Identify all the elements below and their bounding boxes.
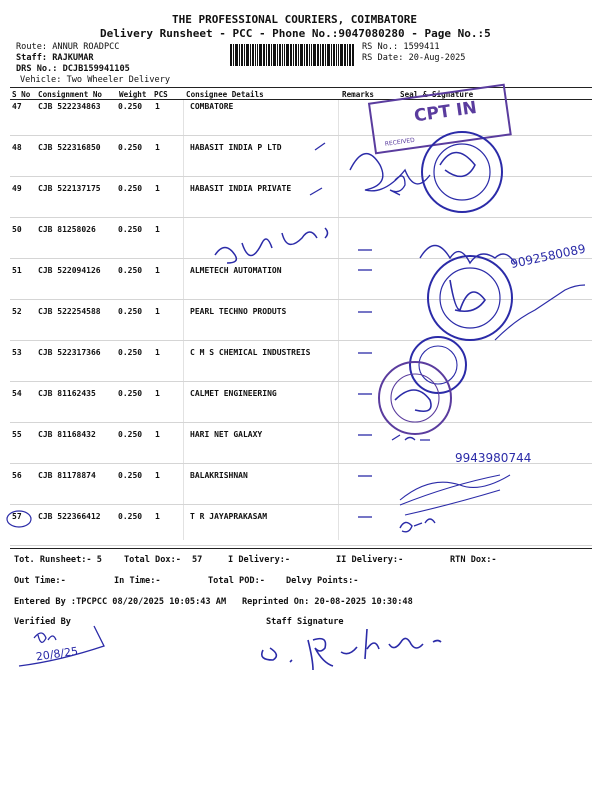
barcode	[230, 44, 354, 66]
signature-row-55	[392, 435, 430, 440]
runsheet-subtitle: Delivery Runsheet - PCC - Phone No.:9047080280 - Page No.:5	[100, 27, 491, 40]
cell-sno: 52	[12, 307, 22, 316]
cell-sno: 54	[12, 389, 22, 398]
i-delivery: I Delivery:-	[228, 555, 291, 565]
staff-signature-label: Staff Signature	[266, 617, 344, 627]
cell-weight: 0.250	[118, 348, 143, 357]
vehicle: Vehicle: Two Wheeler Delivery	[20, 75, 171, 85]
col-consignment: Consignment No	[38, 90, 103, 99]
cell-sno: 48	[12, 143, 22, 152]
signature-row-56	[400, 475, 510, 515]
verified-signature	[14, 618, 114, 673]
entered-by: Entered By :TPCPCC 08/20/2025 10:05:43 AM	[14, 597, 227, 607]
cell-consignment-no: CJB 522137175	[38, 184, 101, 193]
cell-consignee: COMBATORE	[190, 102, 234, 111]
cell-sno: 57	[12, 512, 22, 521]
cell-consignee: ALMETECH AUTOMATION	[190, 266, 282, 275]
cell-pcs: 1	[155, 102, 160, 111]
cell-consignee: C M S CHEMICAL INDUSTREIS	[190, 348, 311, 357]
almetech-round-stamp	[428, 256, 512, 340]
cell-consignment-no: CJB 522234863	[38, 102, 101, 111]
cell-weight: 0.250	[118, 266, 143, 275]
staff-signature	[255, 622, 505, 672]
cell-consignment-no: CJB 81258026	[38, 225, 96, 234]
cell-sno: 47	[12, 102, 22, 111]
out-time: Out Time:-	[14, 576, 66, 586]
cell-sno: 55	[12, 430, 22, 439]
signature-overlay	[0, 80, 600, 550]
col-seal-signature: Seal & Signature	[400, 90, 474, 99]
cell-consignment-no: CJB 522094126	[38, 266, 101, 275]
col-pcs: PCS	[154, 90, 168, 99]
cell-pcs: 1	[155, 266, 160, 275]
rtn-dox: RTN Dox:-	[450, 555, 497, 565]
cell-pcs: 1	[155, 184, 160, 193]
cell-weight: 0.250	[118, 307, 143, 316]
cell-consignee: HABASIT INDIA P LTD	[190, 143, 282, 152]
col-sno: S No	[12, 90, 31, 99]
staff: Staff: RAJKUMAR	[16, 53, 94, 63]
total-pod: Total POD:-	[208, 576, 265, 586]
cell-sno: 56	[12, 471, 22, 480]
habasit-round-stamp	[422, 132, 502, 212]
cell-consignment-no: CJB 522316850	[38, 143, 101, 152]
rs-date: RS Date: 20-Aug-2025	[362, 53, 466, 63]
cell-consignment-no: CJB 81168432	[38, 430, 96, 439]
reprinted-on: Reprinted On: 20-08-2025 10:30:48	[242, 597, 413, 607]
cell-pcs: 1	[155, 348, 160, 357]
cell-consignment-no: CJB 522366412	[38, 512, 101, 521]
cell-consignment-no: CJB 81162435	[38, 389, 96, 398]
signature-row-57	[400, 519, 435, 532]
cell-consignee: T R JAYAPRAKASAM	[190, 512, 268, 521]
ii-delivery: II Delivery:-	[336, 555, 404, 565]
svg-text:9092580089: 9092580089	[509, 241, 587, 272]
cell-weight: 0.250	[118, 430, 143, 439]
company-title: THE PROFESSIONAL COURIERS, COIMBATORE	[172, 13, 418, 26]
cell-consignment-no: CJB 522317366	[38, 348, 101, 357]
route: Route: ANNUR ROADPCC	[16, 42, 120, 52]
cell-sno: 51	[12, 266, 22, 275]
cell-pcs: 1	[155, 389, 160, 398]
drs-number: DRS No.: DCJB159941105	[16, 64, 130, 74]
cell-pcs: 1	[155, 225, 160, 234]
cell-consignment-no: CJB 81178874	[38, 471, 96, 480]
cell-weight: 0.250	[118, 471, 143, 480]
cell-weight: 0.250	[118, 389, 143, 398]
delvy-points: Delvy Points:-	[286, 576, 359, 586]
cell-pcs: 1	[155, 430, 160, 439]
signature-row-51	[420, 246, 515, 264]
cell-consignee: HARI NET GALAXY	[190, 430, 263, 439]
svg-text:CPT IN: CPT IN	[412, 97, 479, 127]
cell-sno: 49	[12, 184, 22, 193]
col-consignee: Consignee Details	[186, 90, 264, 99]
cms-round-stamp	[410, 337, 466, 393]
total-runsheet: Tot. Runsheet:- 5	[14, 555, 102, 565]
cell-consignee: PEARL TECHNO PRODUTS	[190, 307, 287, 316]
cell-consignment-no: CJB 522254588	[38, 307, 101, 316]
cell-pcs: 1	[155, 307, 160, 316]
cell-consignee: HABASIT INDIA PRIVATE	[190, 184, 292, 193]
svg-text:9943980744: 9943980744	[455, 451, 532, 465]
rs-number: RS No.: 1599411	[362, 42, 440, 52]
cell-consignee: CALMET ENGINEERING	[190, 389, 277, 398]
cell-weight: 0.250	[118, 184, 143, 193]
in-time: In Time:-	[114, 576, 161, 586]
col-remarks: Remarks	[342, 90, 375, 99]
total-dox-label: Total Dox:-	[124, 555, 181, 565]
cell-pcs: 1	[155, 471, 160, 480]
cell-pcs: 1	[155, 143, 160, 152]
cell-sno: 50	[12, 225, 22, 234]
cell-pcs: 1	[155, 512, 160, 521]
verified-by-label: Verified By	[14, 617, 71, 627]
totals-rule	[10, 548, 592, 549]
cell-sno: 53	[12, 348, 22, 357]
svg-text:RECEIVED: RECEIVED	[384, 136, 416, 148]
cell-weight: 0.250	[118, 143, 143, 152]
cell-weight: 0.250	[118, 225, 143, 234]
signature-row-48	[350, 154, 430, 191]
cell-weight: 0.250	[118, 102, 143, 111]
cell-weight: 0.250	[118, 512, 143, 521]
calmet-round-stamp	[379, 362, 451, 434]
cell-consignee: BALAKRISHNAN	[190, 471, 248, 480]
signature-row-50	[215, 228, 328, 263]
total-dox-value: 57	[192, 555, 203, 565]
svg-text:20/8/25: 20/8/25	[35, 644, 79, 664]
col-weight: Weight	[119, 90, 147, 99]
